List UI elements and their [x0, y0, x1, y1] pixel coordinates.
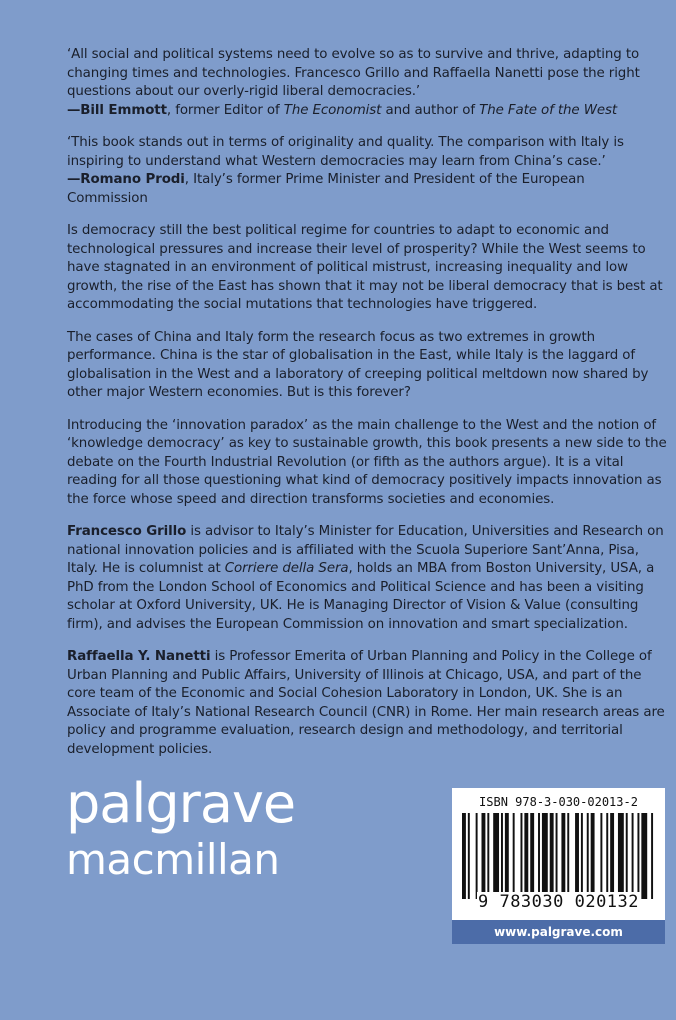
barcode-bar [561, 813, 565, 899]
author-name: Francesco Grillo [67, 524, 187, 539]
quote-attribution: —Romano Prodi, Italy’s former Prime Minister and President of the European Commission [67, 172, 585, 206]
quote-author: Romano Prodi [80, 172, 185, 187]
barcode-bar [493, 813, 499, 899]
isbn-barcode [452, 788, 665, 920]
quote-author: Bill Emmott [80, 102, 167, 118]
barcode-bar [556, 813, 558, 899]
barcode-bar [513, 813, 515, 899]
barcode-bar [641, 813, 647, 899]
quote-prodi [67, 134, 669, 208]
barcode-bar [567, 813, 569, 899]
barcode-bar [637, 813, 639, 899]
quote-text: ‘All social and political systems need to evolve so as to survive and thrive, adapting to changing times and technologies. Francesco Grillo and Raffaella Nanetti pose the right questions about our overly-rigid liberal democracies.’ [67, 47, 640, 99]
publisher-url[interactable]: www.palgrave.com [452, 920, 665, 944]
barcode-bar [481, 813, 485, 899]
isbn-digits: 9 783030 020132 [477, 892, 640, 912]
barcode-bar [530, 813, 534, 899]
logo-line-macmillan: macmillan [66, 835, 280, 884]
barcode-bar [542, 813, 548, 899]
barcode-bar [610, 813, 614, 899]
quote-text: ‘This book stands out in terms of originality and quality. The comparison with Italy is inspiring to understand what Western democracies may learn from China’s case.’ [67, 135, 624, 169]
barcode-bar [587, 813, 589, 899]
back-cover-text [67, 46, 669, 773]
barcode-bar [501, 813, 503, 899]
barcode-bar [575, 813, 579, 899]
barcode-bar [462, 813, 466, 899]
barcode-bar [524, 813, 528, 899]
author-bio-grillo: Francesco Grillo is advisor to Italy’s Minister for Education, Universities and Research on national innovation policies and is affiliated with the Scuola Superiore Sant’Anna, Pisa, Italy. He is columnist at Corriere della Sera, holds an MBA from Boston University, USA, a PhD from the London School of Economics and Political Science and has been a visiting scholar at Oxford University, UK. He is Managing Director of Vision & Value (consulting firm), and advises the European Commission on innovation and smart specialization. [67, 524, 664, 632]
barcode-bar [591, 813, 595, 899]
barcode-bar [505, 813, 509, 899]
barcode-bars [462, 813, 655, 899]
author-name: Raffaella Y. Nanetti [67, 649, 211, 664]
barcode-bar [632, 813, 634, 899]
barcode-bar [581, 813, 583, 899]
publisher-logo [66, 772, 296, 884]
barcode-bar [606, 813, 608, 899]
barcode-bar [651, 813, 653, 899]
barcode-bar [618, 813, 624, 899]
barcode-bar [538, 813, 540, 899]
barcode-bar [487, 813, 489, 899]
logo-line-palgrave: palgrave [66, 772, 296, 835]
barcode-bar [600, 813, 602, 899]
blurb-paragraph: Introducing the ‘innovation paradox’ as the main challenge to the West and the notion of ‘knowledge democracy’ as key to sustainable growth, this book presents a new side to the debate on the Fourth Industrial Revolution (or fifth as the authors argue). It is a vital reading for all those questioning what kind of democracy positively impacts innovation as the force whose speed and direction transforms societies and economies. [67, 417, 667, 507]
blurb-paragraph: Is democracy still the best political regime for countries to adapt to economic and technological pressures and increase their level of prosperity? While the West seems to have stagnated in an environment of political mistrust, increasing inequality and low growth, the rise of the East has shown that it may not be liberal democracy that is best at accommodating the social mutations that technologies have triggered. [67, 223, 663, 312]
barcode-bar [626, 813, 628, 899]
quote-emmott [67, 46, 669, 120]
barcode-bar [468, 813, 470, 899]
barcode-bar [550, 813, 554, 899]
author-bio-nanetti: Raffaella Y. Nanetti is Professor Emerita of Urban Planning and Policy in the College of Urban Planning and Public Affairs, University of Illinois at Chicago, USA, and part of the core team of the Economic and Social Cohesion Laboratory in London, UK. She is an Associate of Italy’s National Research Council (CNR) in Rome. Her main research areas are policy and programme evaluation, research design and methodology, and territorial development policies. [67, 649, 665, 757]
isbn-label: ISBN 978-3-030-02013-2 [479, 795, 638, 809]
blurb-paragraph: The cases of China and Italy form the research focus as two extremes in growth performance. China is the star of globalisation in the East, while Italy is the laggard of globalisation in the West and a laboratory of creeping political meltdown now shared by other major Western economies. But is this forever? [67, 329, 649, 400]
barcode-bar [520, 813, 522, 899]
barcode-bar [476, 813, 478, 899]
quote-attribution: —Bill Emmott, former Editor of The Economist and author of The Fate of the West [67, 102, 618, 118]
